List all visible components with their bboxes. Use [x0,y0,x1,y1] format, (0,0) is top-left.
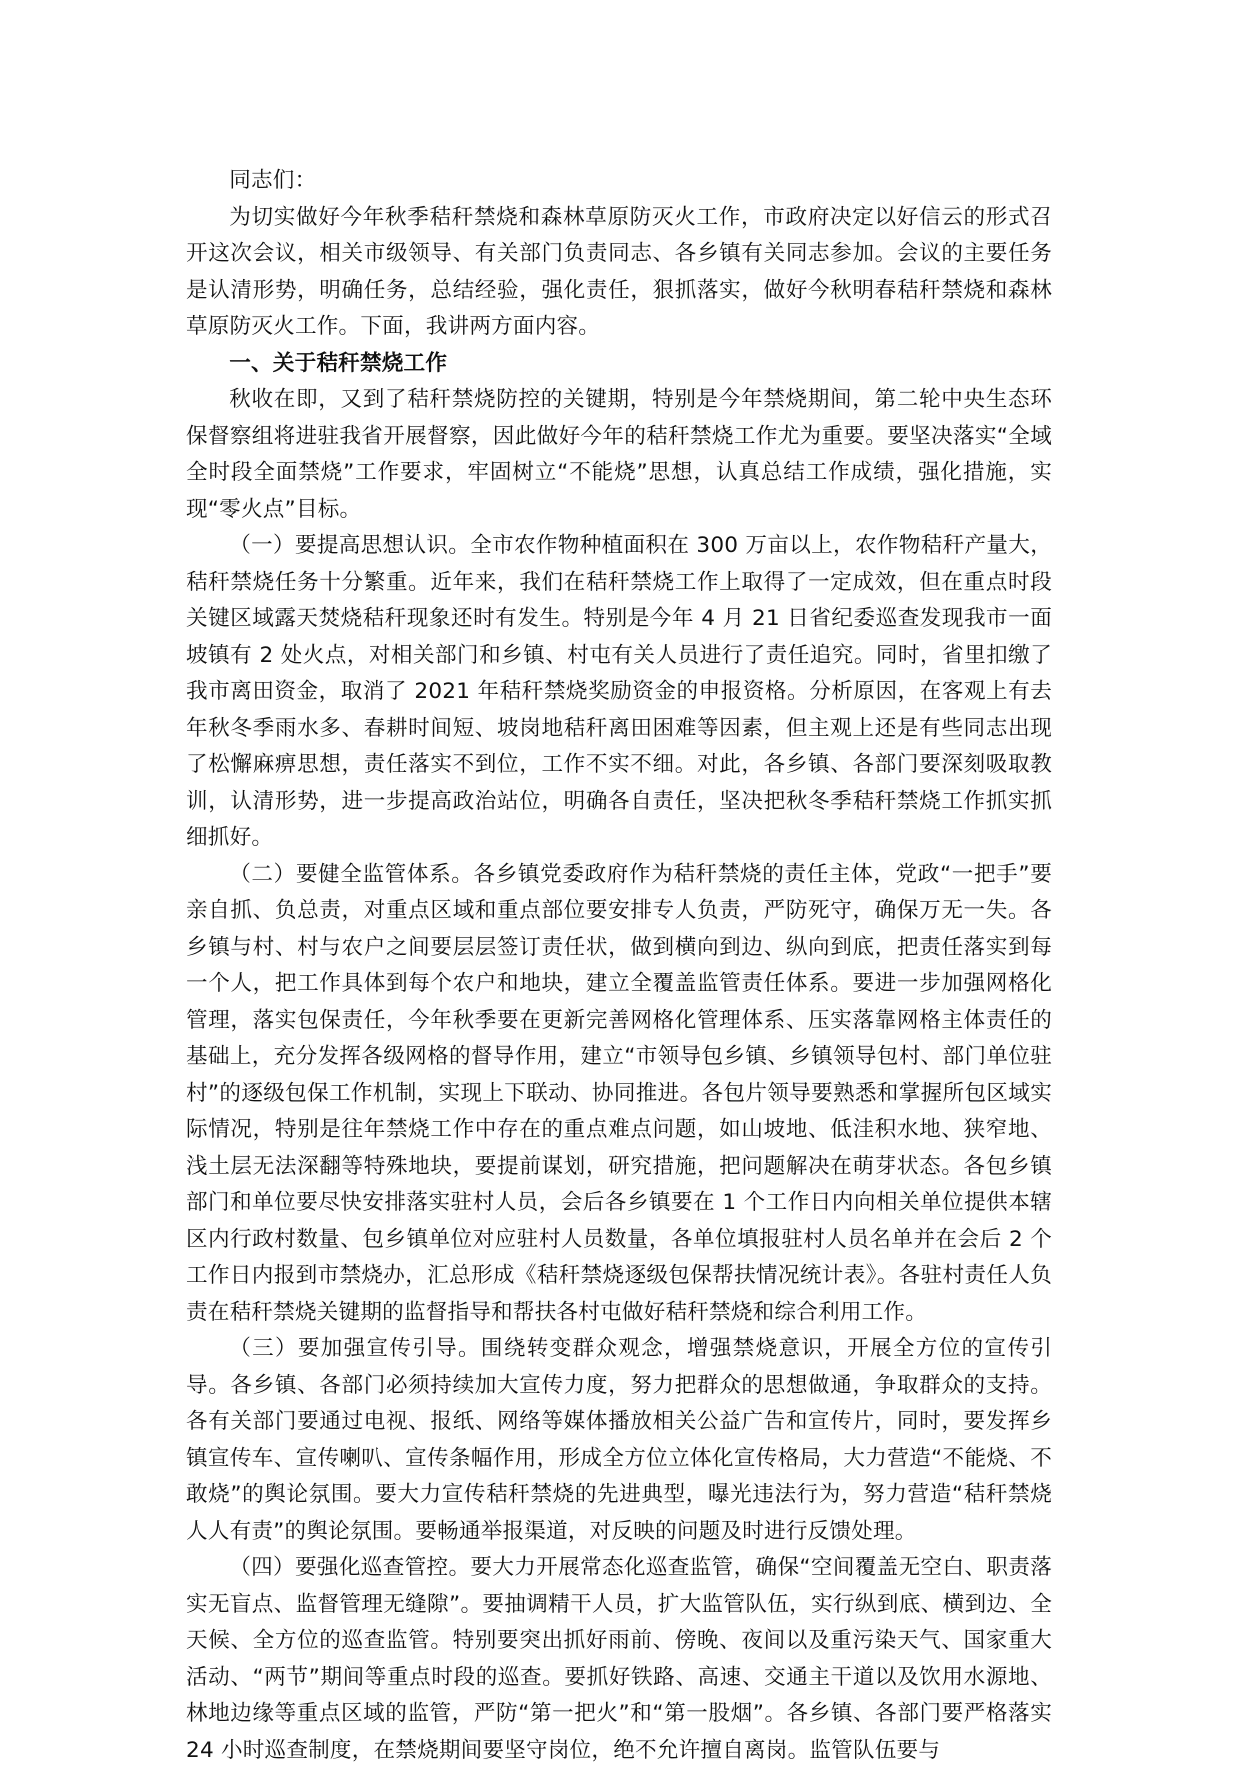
point-1-paragraph: （一）要提高思想认识。全市农作物种植面积在 300 万亩以上，农作物秸秆产量大，秸秆禁烧任务十分繁重。近年来，我们在秸秆禁烧工作上取得了一定成效，但在重点时段关键区域露天焚烧秸秆现象还时有发生。特别是今年 4 月 21 日省纪委巡查发现我市一面坡镇有 2 处火点，对相关部门和乡镇、村屯有关人员进行了责任追究。同时，省里扣缴了我市离田资金，取消了 2021 年秸秆禁烧奖励资金的申报资格。分析原因，在客观上有去年秋冬季雨水多、春耕时间短、坡岗地秸秆离田困难等因素，但主观上还是有些同志出现了松懈麻痹思想，责任落实不到位，工作不实不细。对此，各乡镇、各部门要深刻吸取教训，认清形势，进一步提高政治站位，明确各自责任，坚决把秋冬季秸秆禁烧工作抓实抓细抓好。 [186,533,1052,850]
point-4-paragraph: （四）要强化巡查管控。要大力开展常态化巡查监管，确保“空间覆盖无空白、职责落实无盲点、监督管理无缝隙”。要抽调精干人员，扩大监管队伍，实行纵到底、横到边、全天候、全方位的巡查监管。特别要突出抓好雨前、傍晚、夜间以及重污染天气、国家重大活动、“两节”期间等重点时段的巡查。要抓好铁路、高速、交通主干道以及饮用水源地、林地边缘等重点区域的监管，严防“第一把火”和“第一股烟”。各乡镇、各部门要严格落实 24 小时巡查制度，在禁烧期间要坚守岗位，绝不允许擅自离岗。监管队伍要与 [186,1555,1052,1763]
section-heading: 一、关于秸秆禁烧工作 [229,350,448,376]
point-3-paragraph: （三）要加强宣传引导。围绕转变群众观念，增强禁烧意识，开展全方位的宣传引导。各乡镇、各部门必须持续加大宣传力度，努力把群众的思想做通，争取群众的支持。各有关部门要通过电视、报纸、网络等媒体播放相关公益广告和宣传片，同时，要发挥乡镇宣传车、宣传喇叭、宣传条幅作用，形成全方位立体化宣传格局，大力营造“不能烧、不敢烧”的舆论氛围。要大力宣传秸秆禁烧的先进典型，曝光违法行为，努力营造“秸秆禁烧人人有责”的舆论氛围。要畅通举报渠道，对反映的问题及时进行反馈处理。 [186,1336,1052,1544]
document-body [186,163,1052,1769]
section-intro-paragraph: 秋收在即，又到了秸秆禁烧防控的关键期，特别是今年禁烧期间，第二轮中央生态环保督察组将进驻我省开展督察，因此做好今年的秸秆禁烧工作尤为重要。要坚决落实“全域全时段全面禁烧”工作要求，牢固树立“不能烧”思想，认真总结工作成绩，强化措施，实现“零火点”目标。 [186,387,1052,522]
point-2-paragraph: （二）要健全监管体系。各乡镇党委政府作为秸秆禁烧的责任主体，党政“一把手”要亲自抓、负总责，对重点区域和重点部位要安排专人负责，严防死守，确保万无一失。各乡镇与村、村与农户之间要层层签订责任状，做到横向到边、纵向到底，把责任落实到每一个人，把工作具体到每个农户和地块，建立全覆盖监管责任体系。要进一步加强网格化管理，落实包保责任，今年秋季要在更新完善网格化管理体系、压实落靠网格主体责任的基础上，充分发挥各级网格的督导作用，建立“市领导包乡镇、乡镇领导包村、部门单位驻村”的逐级包保工作机制，实现上下联动、协同推进。各包片领导要熟悉和掌握所包区域实际情况，特别是往年禁烧工作中存在的重点难点问题，如山坡地、低洼积水地、狭窄地、浅土层无法深翻等特殊地块，要提前谋划，研究措施，把问题解决在萌芽状态。各包乡镇部门和单位要尽快安排落实驻村人员，会后各乡镇要在 1 个工作日内向相关单位提供本辖区内行政村数量、包乡镇单位对应驻村人员数量，各单位填报驻村人员名单并在会后 2 个工作日内报到市禁烧办，汇总形成《秸秆禁烧逐级包保帮扶情况统计表》。各驻村责任人负责在秸秆禁烧关键期的监督指导和帮扶各村屯做好秸秆禁烧和综合利用工作。 [186,861,1052,1325]
intro-paragraph: 为切实做好今年秋季秸秆禁烧和森林草原防灭火工作，市政府决定以好信云的形式召开这次会议，相关市级领导、有关部门负责同志、各乡镇有关同志参加。会议的主要任务是认清形势，明确任务，总结经验，强化责任，狠抓落实，做好今秋明春秸秆禁烧和森林草原防灭火工作。下面，我讲两方面内容。 [186,204,1052,339]
salutation: 同志们： [229,168,317,193]
